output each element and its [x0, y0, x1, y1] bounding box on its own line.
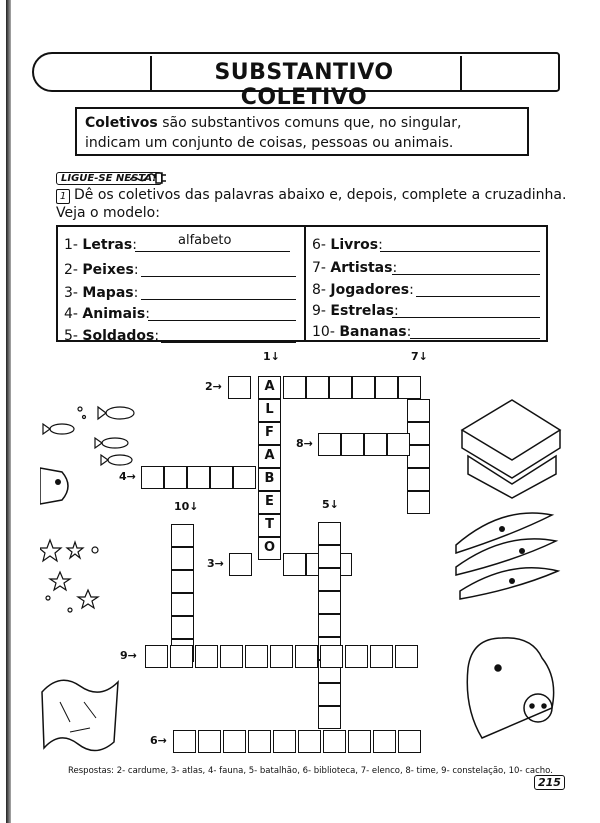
word-4-cell[interactable] [187, 466, 210, 489]
answer-line-9[interactable] [392, 317, 540, 318]
definition-text: são substantivos comuns que, no singular, indicam um conjunto de coisas, pessoas ou animais. [85, 115, 462, 151]
word-8-cell[interactable] [387, 433, 410, 456]
word-10-cell[interactable] [171, 524, 194, 547]
word-6-cell[interactable] [373, 730, 396, 753]
bear-animals-illustration [462, 628, 562, 748]
word-9-cell[interactable] [395, 645, 418, 668]
word-6-cell[interactable] [298, 730, 321, 753]
item-6: 6- Livros: [312, 237, 383, 253]
word-2-cell[interactable] [283, 376, 306, 399]
word-10-cell[interactable] [171, 593, 194, 616]
word-1-cell: A [258, 445, 281, 468]
clue-label-8: 8→ [296, 437, 313, 450]
word-4-cell[interactable] [210, 466, 233, 489]
answer-line-7[interactable] [392, 274, 540, 275]
page-number: 215 [534, 775, 565, 790]
item-8: 8- Jogadores: [312, 282, 414, 298]
word-9-cell[interactable] [270, 645, 293, 668]
word-5-cell[interactable] [318, 568, 341, 591]
word-2-cell[interactable] [398, 376, 421, 399]
answer-line-4[interactable] [148, 320, 296, 321]
word-1-cell: T [258, 514, 281, 537]
word-5-cell[interactable] [318, 706, 341, 729]
word-1-cell: O [258, 537, 281, 560]
word-9-cell[interactable] [195, 645, 218, 668]
item-2: 2- Peixes: [64, 262, 139, 278]
clue-label-1: 1↓ [263, 350, 280, 363]
word-9-cell[interactable] [295, 645, 318, 668]
word-6-cell[interactable] [198, 730, 221, 753]
word-1-cell: F [258, 422, 281, 445]
word-9-cell[interactable] [245, 645, 268, 668]
clue-label-7: 7↓ [411, 350, 428, 363]
clue-label-6: 6→ [150, 734, 167, 747]
word-6-cell[interactable] [223, 730, 246, 753]
word-1-cell: A [258, 376, 281, 399]
answer-line-10[interactable] [410, 338, 540, 339]
answer-line-8[interactable] [416, 296, 540, 297]
word-7-cell[interactable] [407, 491, 430, 514]
word-8-cell[interactable] [318, 433, 341, 456]
word-2-cell[interactable] [306, 376, 329, 399]
definition-box [75, 107, 529, 156]
word-6-cell[interactable] [173, 730, 196, 753]
word-8-cell[interactable] [341, 433, 364, 456]
answer-key: Respostas: 2- cardume, 3- atlas, 4- fauna, 5- batalhão, 6- biblioteca, 7- elenco, 8- time, 9- constelação, 10- cacho. [68, 766, 553, 776]
map-scroll-illustration [40, 672, 120, 752]
answer-line-1[interactable] [135, 251, 290, 252]
ligue-badge: LIGUE-SE NESTA! [56, 172, 162, 185]
item-10: 10- Bananas: [312, 324, 412, 340]
word-1-cell: B [258, 468, 281, 491]
word-5-cell[interactable] [318, 683, 341, 706]
word-7-cell[interactable] [407, 422, 430, 445]
word-3-cell[interactable] [229, 553, 252, 576]
word-1-cell: E [258, 491, 281, 514]
clue-label-5: 5↓ [322, 498, 339, 511]
word-4-cell[interactable] [164, 466, 187, 489]
item-3: 3- Mapas: [64, 285, 139, 301]
word-7-cell[interactable] [407, 399, 430, 422]
word-8-cell[interactable] [364, 433, 387, 456]
word-7-cell[interactable] [407, 445, 430, 468]
answer-line-6[interactable] [380, 251, 540, 252]
clue-label-4: 4→ [119, 470, 136, 483]
definition-term: Coletivos [85, 115, 158, 131]
page-binding-edge [6, 0, 11, 823]
word-6-cell[interactable] [398, 730, 421, 753]
word-2-cell[interactable] [228, 376, 251, 399]
example-answer: alfabeto [178, 233, 232, 248]
page-title: SUBSTANTIVO COLETIVO [214, 60, 394, 110]
plug-icon [130, 170, 166, 186]
word-5-cell[interactable] [318, 591, 341, 614]
instruction [56, 186, 576, 222]
answer-line-2[interactable] [141, 276, 296, 277]
clue-label-3: 3→ [207, 557, 224, 570]
answer-line-5[interactable] [161, 342, 296, 343]
item-1: 1- Letras: [64, 237, 137, 253]
item-7: 7- Artistas: [312, 260, 398, 276]
big-fish-illustration [40, 460, 80, 520]
item-9: 9- Estrelas: [312, 303, 399, 319]
item-4: 4- Animais: [64, 306, 150, 322]
word-2-cell[interactable] [375, 376, 398, 399]
word-3-cell[interactable] [283, 553, 306, 576]
word-list-divider [304, 225, 306, 342]
word-10-cell[interactable] [171, 547, 194, 570]
clue-label-2: 2→ [205, 380, 222, 393]
word-2-cell[interactable] [352, 376, 375, 399]
word-1-cell: L [258, 399, 281, 422]
item-5: 5- Soldados: [64, 328, 160, 344]
word-5-cell[interactable] [318, 522, 341, 545]
word-6-cell[interactable] [248, 730, 271, 753]
word-9-cell[interactable] [170, 645, 193, 668]
word-5-cell[interactable] [318, 614, 341, 637]
word-10-cell[interactable] [171, 616, 194, 639]
word-5-cell[interactable] [318, 545, 341, 568]
word-4-cell[interactable] [233, 466, 256, 489]
instruction-text: Dê os coletivos das palavras abaixo e, depois, complete a cruzadinha. Veja o modelo: [56, 187, 567, 221]
word-6-cell[interactable] [323, 730, 346, 753]
word-9-cell[interactable] [320, 645, 343, 668]
word-6-cell[interactable] [348, 730, 371, 753]
word-10-cell[interactable] [171, 570, 194, 593]
word-2-cell[interactable] [329, 376, 352, 399]
answer-line-3[interactable] [141, 299, 296, 300]
clue-label-9: 9→ [120, 649, 137, 662]
word-9-cell[interactable] [220, 645, 243, 668]
bananas-illustration [452, 505, 562, 625]
word-9-cell[interactable] [370, 645, 393, 668]
word-7-cell[interactable] [407, 468, 430, 491]
stars-illustration [40, 530, 110, 625]
word-9-cell[interactable] [345, 645, 368, 668]
books-illustration [452, 390, 562, 500]
word-9-cell[interactable] [145, 645, 168, 668]
instruction-number: 1 [56, 189, 70, 204]
clue-label-10: 10↓ [174, 500, 199, 513]
word-6-cell[interactable] [273, 730, 296, 753]
word-4-cell[interactable] [141, 466, 164, 489]
